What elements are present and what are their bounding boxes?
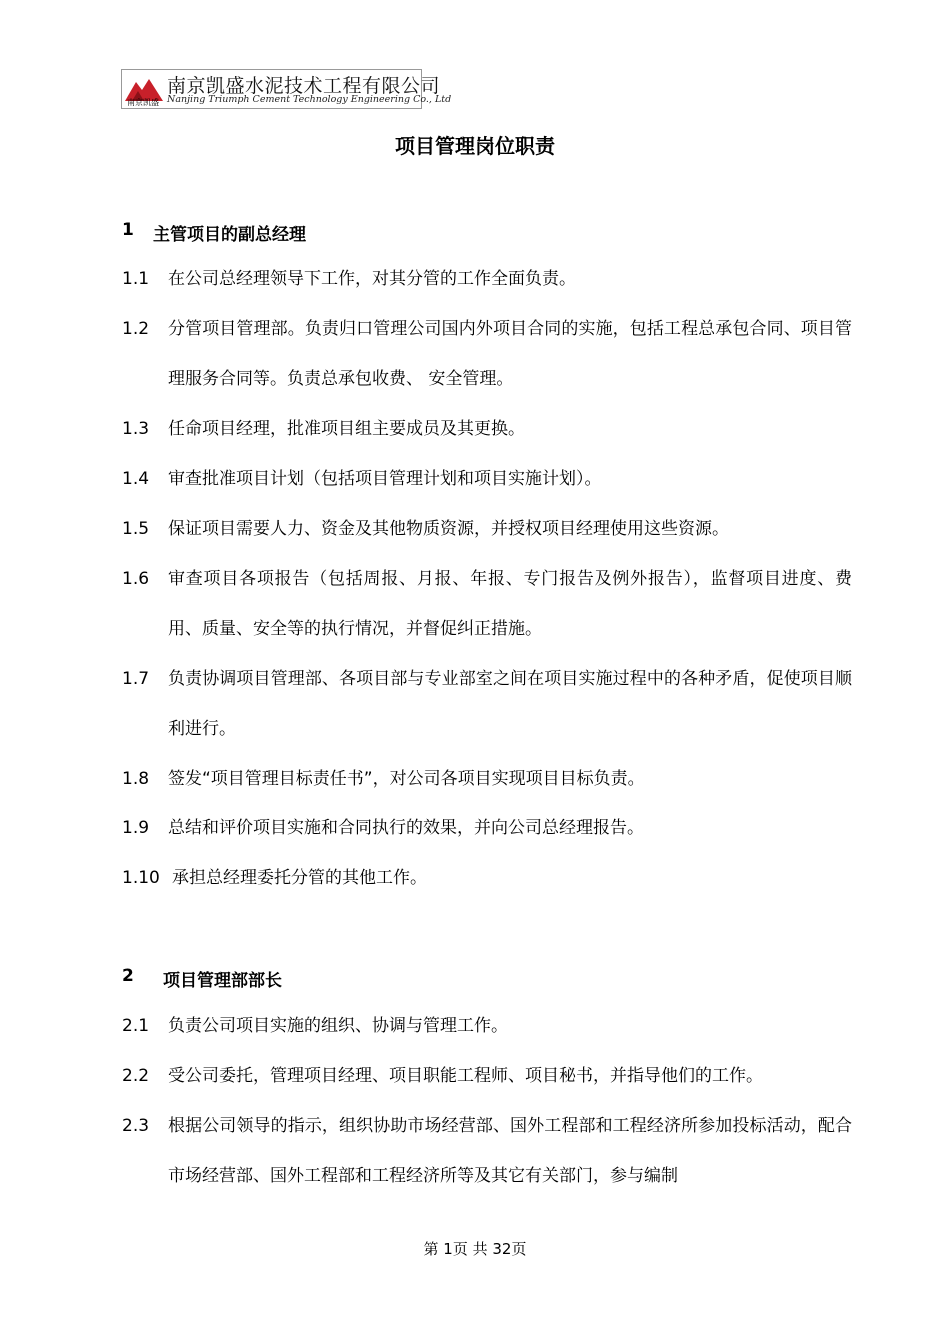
item-text: 总结和评价项目实施和合同执行的效果，并向公司总经理报告。 xyxy=(168,818,644,838)
item-text: 在公司总经理领导下工作，对其分管的工作全面负责。 xyxy=(168,269,576,289)
item-text: 受公司委托，管理项目经理、项目职能工程师、项目秘书，并指导他们的工作。 xyxy=(168,1066,763,1086)
item-number: 2.3 xyxy=(122,1116,150,1136)
item-number: 1.10 xyxy=(122,868,160,888)
document-title: 项目管理岗位职责 xyxy=(395,134,555,158)
item-number: 2.2 xyxy=(122,1066,150,1086)
list-item xyxy=(122,554,852,654)
list-item xyxy=(122,1051,852,1101)
list-item xyxy=(122,754,852,804)
list-item xyxy=(122,803,852,853)
item-number: 1.6 xyxy=(122,569,150,589)
company-logo xyxy=(121,69,452,109)
item-number: 1.8 xyxy=(122,769,150,789)
item-number: 1.3 xyxy=(122,419,150,439)
item-text: 审查项目各项报告（包括周报、月报、年报、专门报告及例外报告），监督项目进度、费用、质量、安全等的执行情况，并督促纠正措施。 xyxy=(168,569,852,639)
company-name-cn: 南京凯盛水泥技术工程有限公司 xyxy=(167,75,441,97)
company-name-en: Nanjing Triumph Cement Technology Engineering Co., Ltd xyxy=(167,94,452,105)
item-number: 1.2 xyxy=(122,319,150,339)
section-number: 2 xyxy=(122,966,134,986)
list-item xyxy=(122,454,852,504)
logo-caption: 南京凯盛 xyxy=(127,98,159,107)
item-number: 1.5 xyxy=(122,519,150,539)
item-text: 负责公司项目实施的组织、协调与管理工作。 xyxy=(168,1016,508,1036)
section-number: 1 xyxy=(122,220,134,240)
list-item xyxy=(122,1101,852,1201)
list-item xyxy=(122,853,852,903)
section-title: 项目管理部部长 xyxy=(163,971,282,991)
item-text: 审查批准项目计划（包括项目管理计划和项目实施计划）。 xyxy=(168,469,602,489)
item-text: 保证项目需要人力、资金及其他物质资源，并授权项目经理使用这些资源。 xyxy=(168,519,729,539)
item-number: 2.1 xyxy=(122,1016,150,1036)
list-item xyxy=(122,404,852,454)
item-number: 1.7 xyxy=(122,669,150,689)
item-text: 签发“项目管理目标责任书”，对公司各项目实现项目目标负责。 xyxy=(168,769,645,789)
list-item xyxy=(122,504,852,554)
item-text: 承担总经理委托分管的其他工作。 xyxy=(172,868,427,888)
page-footer: 第 1页 共 32页 xyxy=(423,1240,527,1258)
list-item xyxy=(122,1001,852,1051)
item-text: 根据公司领导的指示，组织协助市场经营部、国外工程部和工程经济所参加投标活动，配合市场经营部、国外工程部和工程经济所等及其它有关部门，参与编制 xyxy=(168,1116,852,1186)
item-text: 任命项目经理，批准项目组主要成员及其更换。 xyxy=(168,419,525,439)
item-number: 1.1 xyxy=(122,269,150,289)
item-number: 1.4 xyxy=(122,469,150,489)
list-item xyxy=(122,304,852,404)
list-item xyxy=(122,254,852,304)
item-text: 分管项目管理部。负责归口管理公司国内外项目合同的实施，包括工程总承包合同、项目管理服务合同等。负责总承包收费、 安全管理。 xyxy=(168,319,852,389)
section-title: 主管项目的副总经理 xyxy=(153,225,306,245)
list-item xyxy=(122,654,852,754)
item-number: 1.9 xyxy=(122,818,150,838)
item-text: 负责协调项目管理部、各项目部与专业部室之间在项目实施过程中的各种矛盾，促使项目顺利进行。 xyxy=(168,669,852,739)
